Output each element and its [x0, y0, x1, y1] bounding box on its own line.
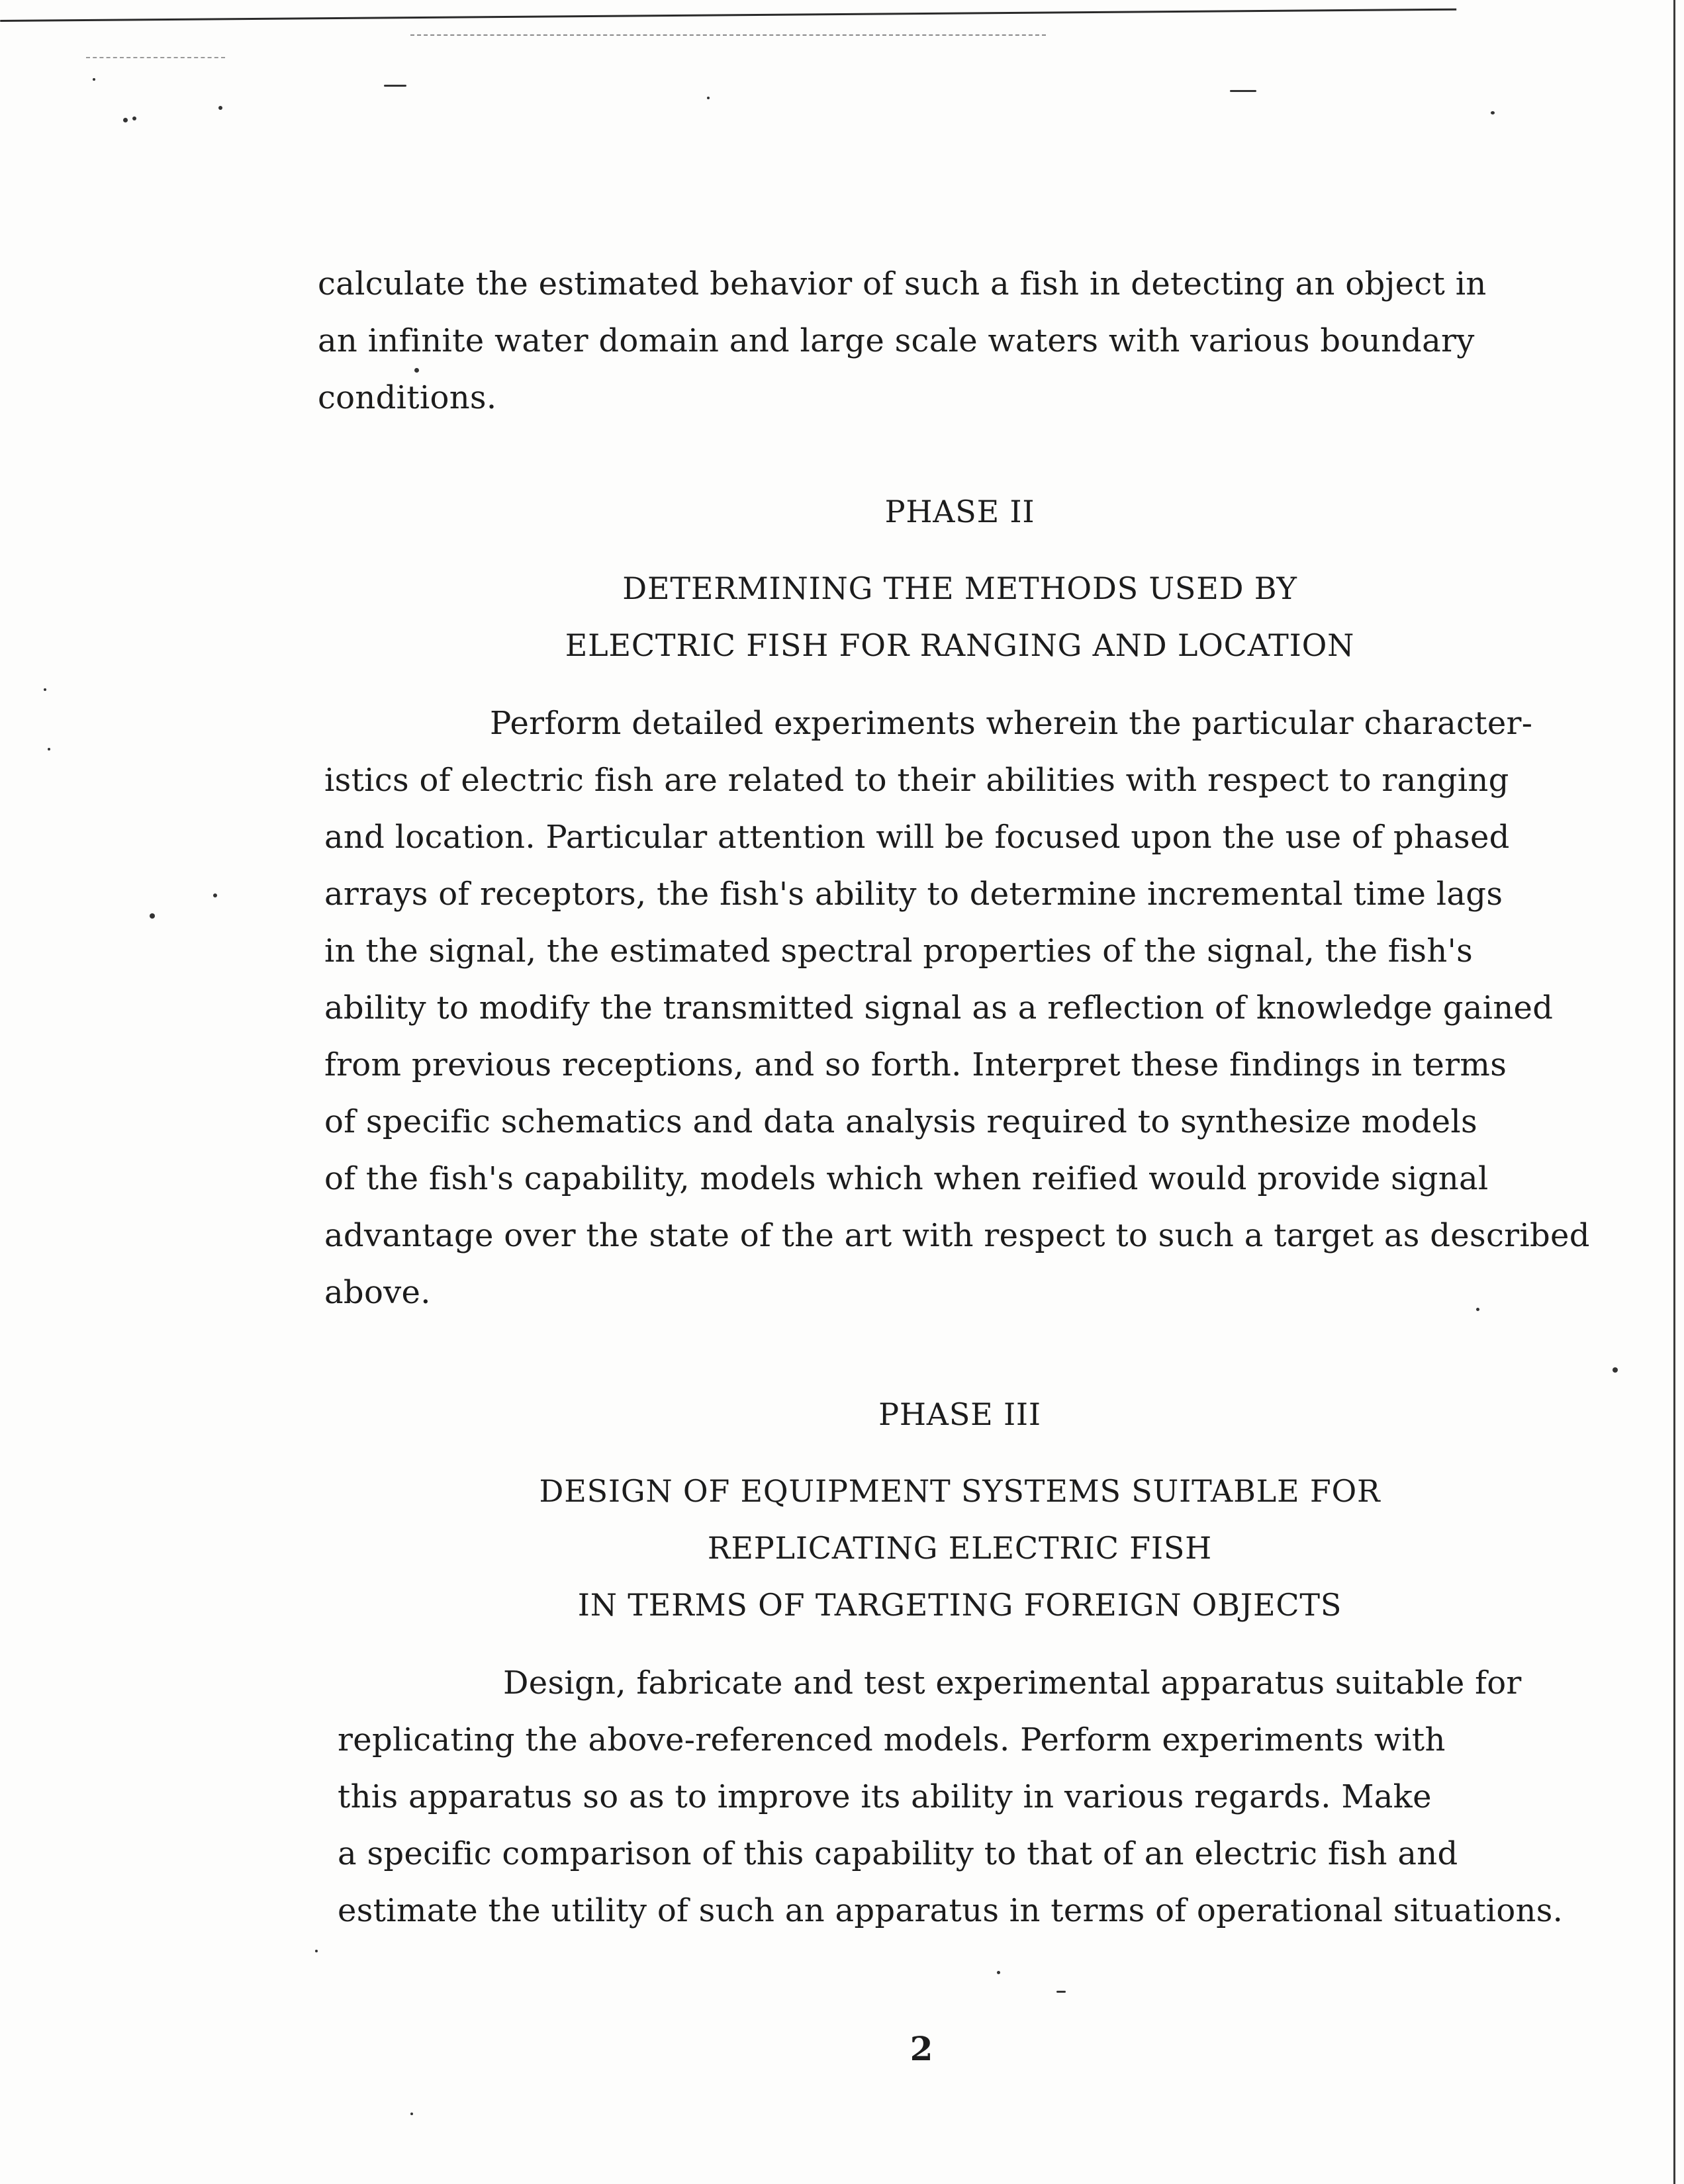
scan-speck — [123, 118, 128, 122]
page-number: 2 — [910, 2029, 933, 2068]
phase-3-label: PHASE III — [878, 1396, 1041, 1432]
scan-mark — [1056, 1991, 1066, 1993]
scan-speck — [997, 1971, 1000, 1974]
phase-2-title-line: ELECTRIC FISH FOR RANGING AND LOCATION — [565, 627, 1355, 663]
body-line: from previous receptions, and so forth. Interpret these findings in terms — [324, 1046, 1507, 1083]
scan-speck — [218, 106, 222, 110]
body-line: this apparatus so as to improve its ability in various regards. Make — [338, 1778, 1432, 1815]
phase-3-body — [338, 1655, 1563, 1939]
scan-mark — [1230, 90, 1256, 92]
top-scan-dashes — [410, 34, 1046, 36]
body-line: Design, fabricate and test experimental apparatus suitable for — [503, 1664, 1522, 1702]
phase-2-title-line: DETERMINING THE METHODS USED BY — [622, 570, 1297, 606]
body-line: of specific schematics and data analysis required to synthesize models — [324, 1103, 1477, 1140]
scan-mark — [384, 85, 406, 87]
scan-speck — [315, 1950, 318, 1952]
scan-speck — [150, 913, 155, 919]
phase-3-title-line: REPLICATING ELECTRIC FISH — [707, 1530, 1213, 1566]
intro-paragraph — [318, 255, 1487, 426]
body-line: ability to modify the transmitted signal as a reflection of knowledge gained — [324, 989, 1554, 1026]
scan-speck — [44, 688, 46, 691]
phase-2-body — [324, 695, 1590, 1321]
body-line: above. — [324, 1274, 431, 1311]
scan-speck — [1491, 111, 1495, 114]
body-line: in the signal, the estimated spectral properties of the signal, the fish's — [324, 933, 1474, 970]
body-line: replicating the above-referenced models. Perform experiments with — [338, 1721, 1446, 1758]
left-scan-dashes — [86, 57, 225, 58]
intro-line: conditions. — [318, 379, 497, 416]
body-line: Perform detailed experiments wherein the particular character- — [490, 705, 1533, 742]
body-line: arrays of receptors, the fish's ability to determine incremental time lags — [324, 876, 1503, 913]
body-line: of the fish's capability, models which when reified would provide signal — [324, 1160, 1489, 1197]
body-line: and location. Particular attention will be focused upon the use of phased — [324, 819, 1510, 856]
phase-3-title-line: IN TERMS OF TARGETING FOREIGN OBJECTS — [577, 1587, 1342, 1623]
right-page-edge — [1673, 0, 1675, 2184]
body-line: advantage over the state of the art with respect to such a target as described — [324, 1217, 1590, 1254]
scan-speck — [707, 97, 710, 99]
body-line: a specific comparison of this capability to that of an electric fish and — [338, 1835, 1458, 1872]
phase-3-title — [331, 1463, 1589, 1633]
scan-speck — [1613, 1367, 1618, 1373]
body-line: istics of electric fish are related to their abilities with respect to ranging — [324, 762, 1509, 799]
scan-speck — [48, 748, 50, 751]
intro-line: an infinite water domain and large scale waters with various boundary — [318, 322, 1475, 359]
phase-2-title — [331, 560, 1589, 674]
scan-speck — [213, 893, 217, 897]
body-line: estimate the utility of such an apparatus in terms of operational situations. — [338, 1892, 1564, 1929]
phase-3-title-line: DESIGN OF EQUIPMENT SYSTEMS SUITABLE FOR — [539, 1473, 1381, 1509]
top-scan-rule — [0, 0, 1456, 22]
scan-speck — [132, 116, 136, 120]
scan-speck — [93, 78, 95, 81]
intro-line: calculate the estimated behavior of such a fish in detecting an object in — [318, 265, 1487, 302]
phase-2-label: PHASE II — [884, 494, 1035, 529]
scan-speck — [410, 2113, 413, 2115]
